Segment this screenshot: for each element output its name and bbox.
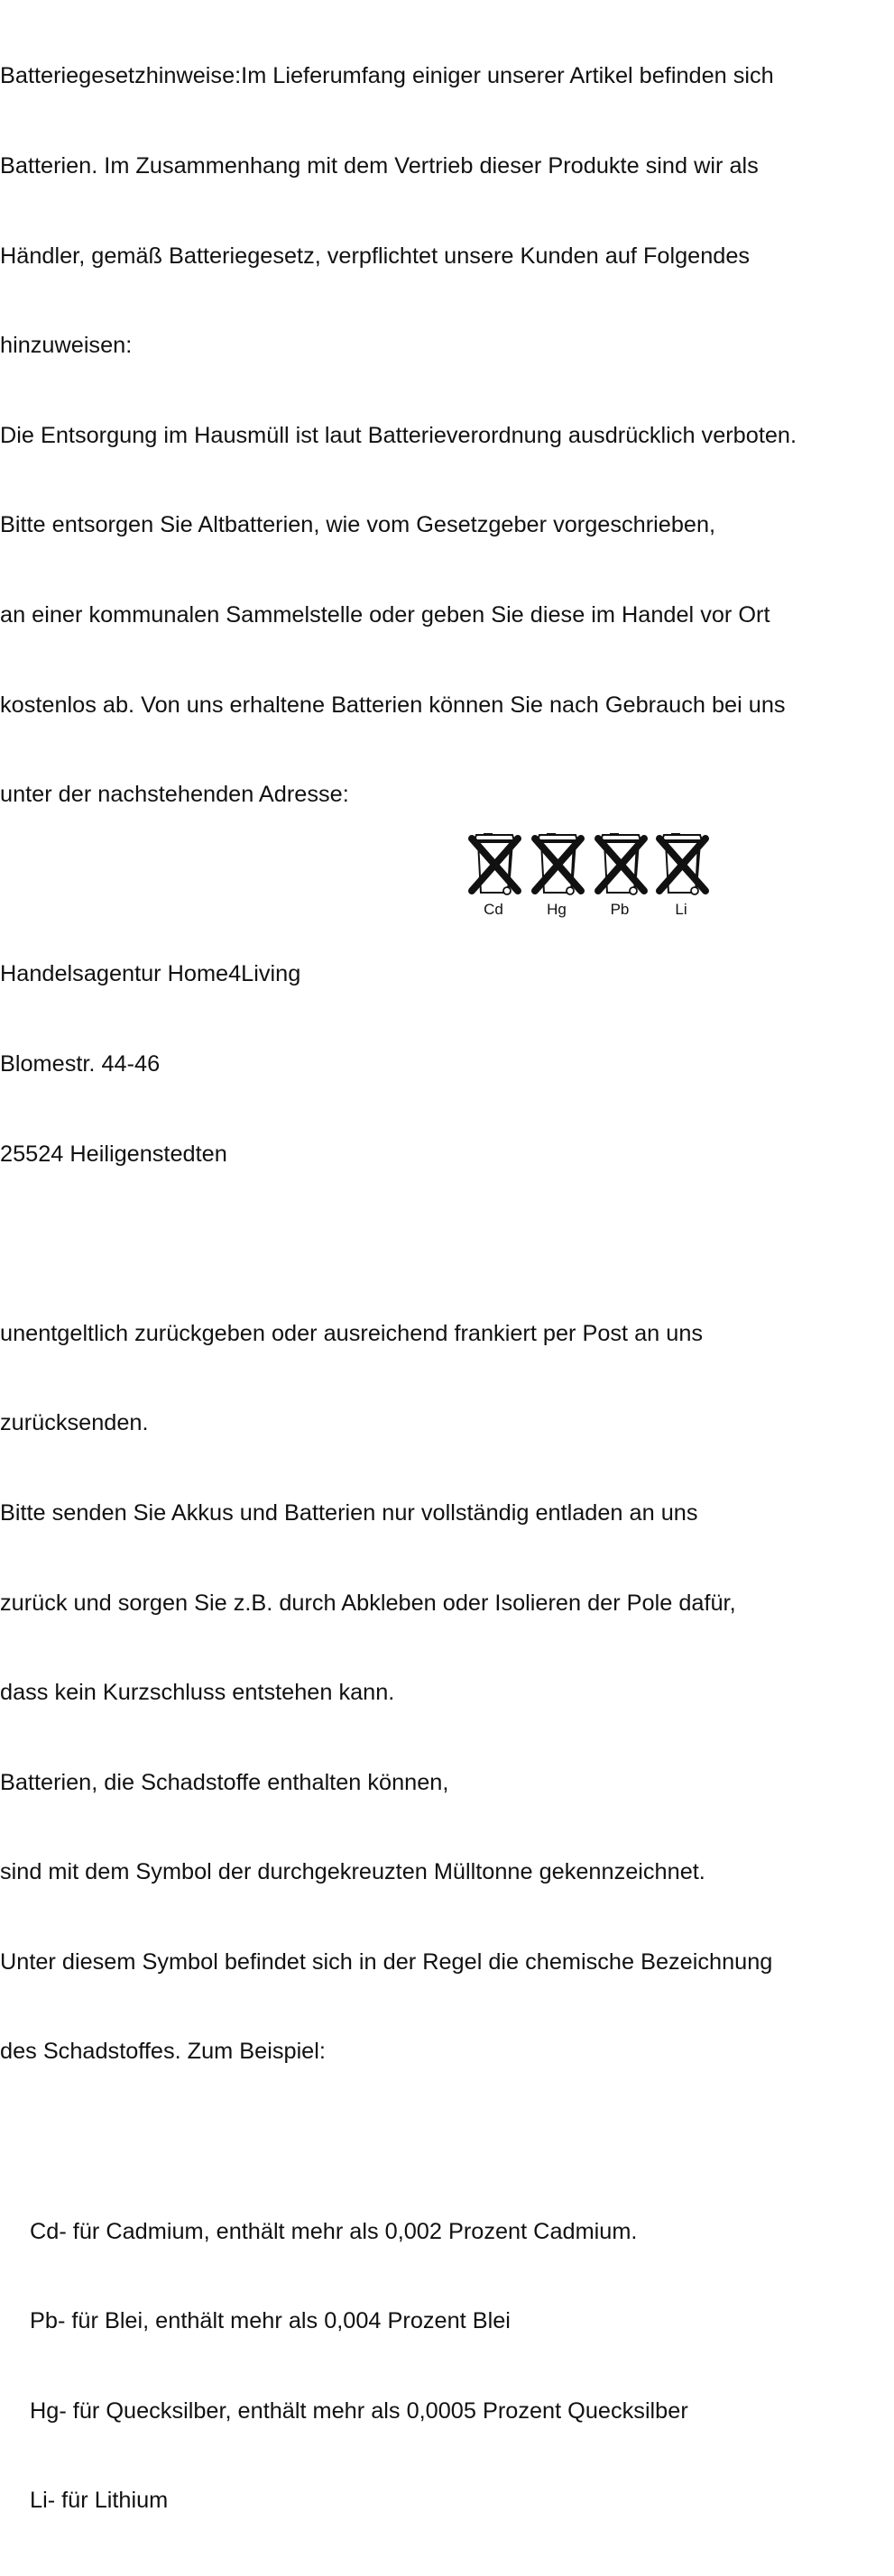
notice-line: unentgeltlich zurückgeben oder ausreichend frankiert per Post an uns (0, 1320, 704, 1346)
notice-line: Batteriegesetzhinweise:Im Lieferumfang einiger unserer Artikel befinden sich (0, 63, 774, 89)
battery-notice-text (0, 2, 894, 2576)
notice-line: Händler, gemäß Batteriegesetz, verpflichtet unsere Kunden auf Folgendes (0, 243, 751, 269)
address-line: Blomestr. 44-46 (0, 1050, 161, 1077)
address-line: 25524 Heiligenstedten (0, 1141, 227, 1167)
paragraph-gap (0, 870, 894, 900)
notice-line: dass kein Kurzschluss entstehen kann. (0, 1680, 395, 1706)
example-hg: Hg- für Quecksilber, enthält mehr als 0,0005 Prozent Quecksilber (30, 2397, 688, 2424)
crossed-out-wheelie-bin-icon (530, 831, 588, 921)
notice-line: an einer kommunalen Sammelstelle oder geben Sie diese im Handel vor Ort (0, 601, 770, 628)
chemical-symbol-label: Cd (484, 901, 503, 918)
address-line: Handelsagentur Home4Living (0, 961, 301, 987)
example-li: Li- für Lithium (30, 2488, 169, 2514)
crossed-out-wheelie-bin-icon (594, 831, 651, 921)
chemical-symbol-label: Pb (610, 901, 630, 918)
notice-line: des Schadstoffes. Zum Beispiel: (0, 2039, 326, 2065)
chemical-symbol-label: Hg (547, 901, 567, 918)
chemical-symbol-label: Li (675, 901, 687, 918)
notice-line: Bitte entsorgen Sie Altbatterien, wie vom Gesetzgeber vorgeschrieben, (0, 512, 716, 538)
notice-line: Unter diesem Symbol befindet sich in der Regel die chemische Bezeichnung (0, 1948, 773, 1975)
example-pb: Pb- für Blei, enthält mehr als 0,004 Prozent Blei (30, 2308, 511, 2334)
notice-line: sind mit dem Symbol der durchgekreuzten Mülltonne gekennzeichnet. (0, 1859, 705, 1885)
notice-line: Bitte senden Sie Akkus und Batterien nur vollständig entladen an uns (0, 1499, 698, 1526)
paragraph-gap (0, 2127, 894, 2157)
crossed-out-wheelie-bin-icon (655, 831, 713, 921)
notice-line: Die Entsorgung im Hausmüll ist laut Batterieverordnung ausdrücklich verboten. (0, 422, 797, 448)
notice-line: hinzuweisen: (0, 333, 133, 359)
notice-line: unter der nachstehenden Adresse: (0, 782, 349, 808)
notice-line: Batterien. Im Zusammenhang mit dem Vertrieb dieser Produkte sind wir als (0, 153, 759, 179)
notice-line: zurück und sorgen Sie z.B. durch Abkleben oder Isolieren der Pole dafür, (0, 1590, 736, 1616)
paragraph-gap (0, 1229, 894, 1259)
crossed-out-wheelie-bin-icon (467, 831, 525, 921)
notice-line: zurücksenden. (0, 1410, 149, 1436)
example-cd: Cd- für Cadmium, enthält mehr als 0,002 Prozent Cadmium. (30, 2218, 638, 2244)
notice-line: Batterien, die Schadstoffe enthalten können, (0, 1769, 449, 1795)
notice-line: kostenlos ab. Von uns erhaltene Batterien können Sie nach Gebrauch bei uns (0, 692, 786, 718)
crossed-bin-symbols (467, 831, 711, 921)
